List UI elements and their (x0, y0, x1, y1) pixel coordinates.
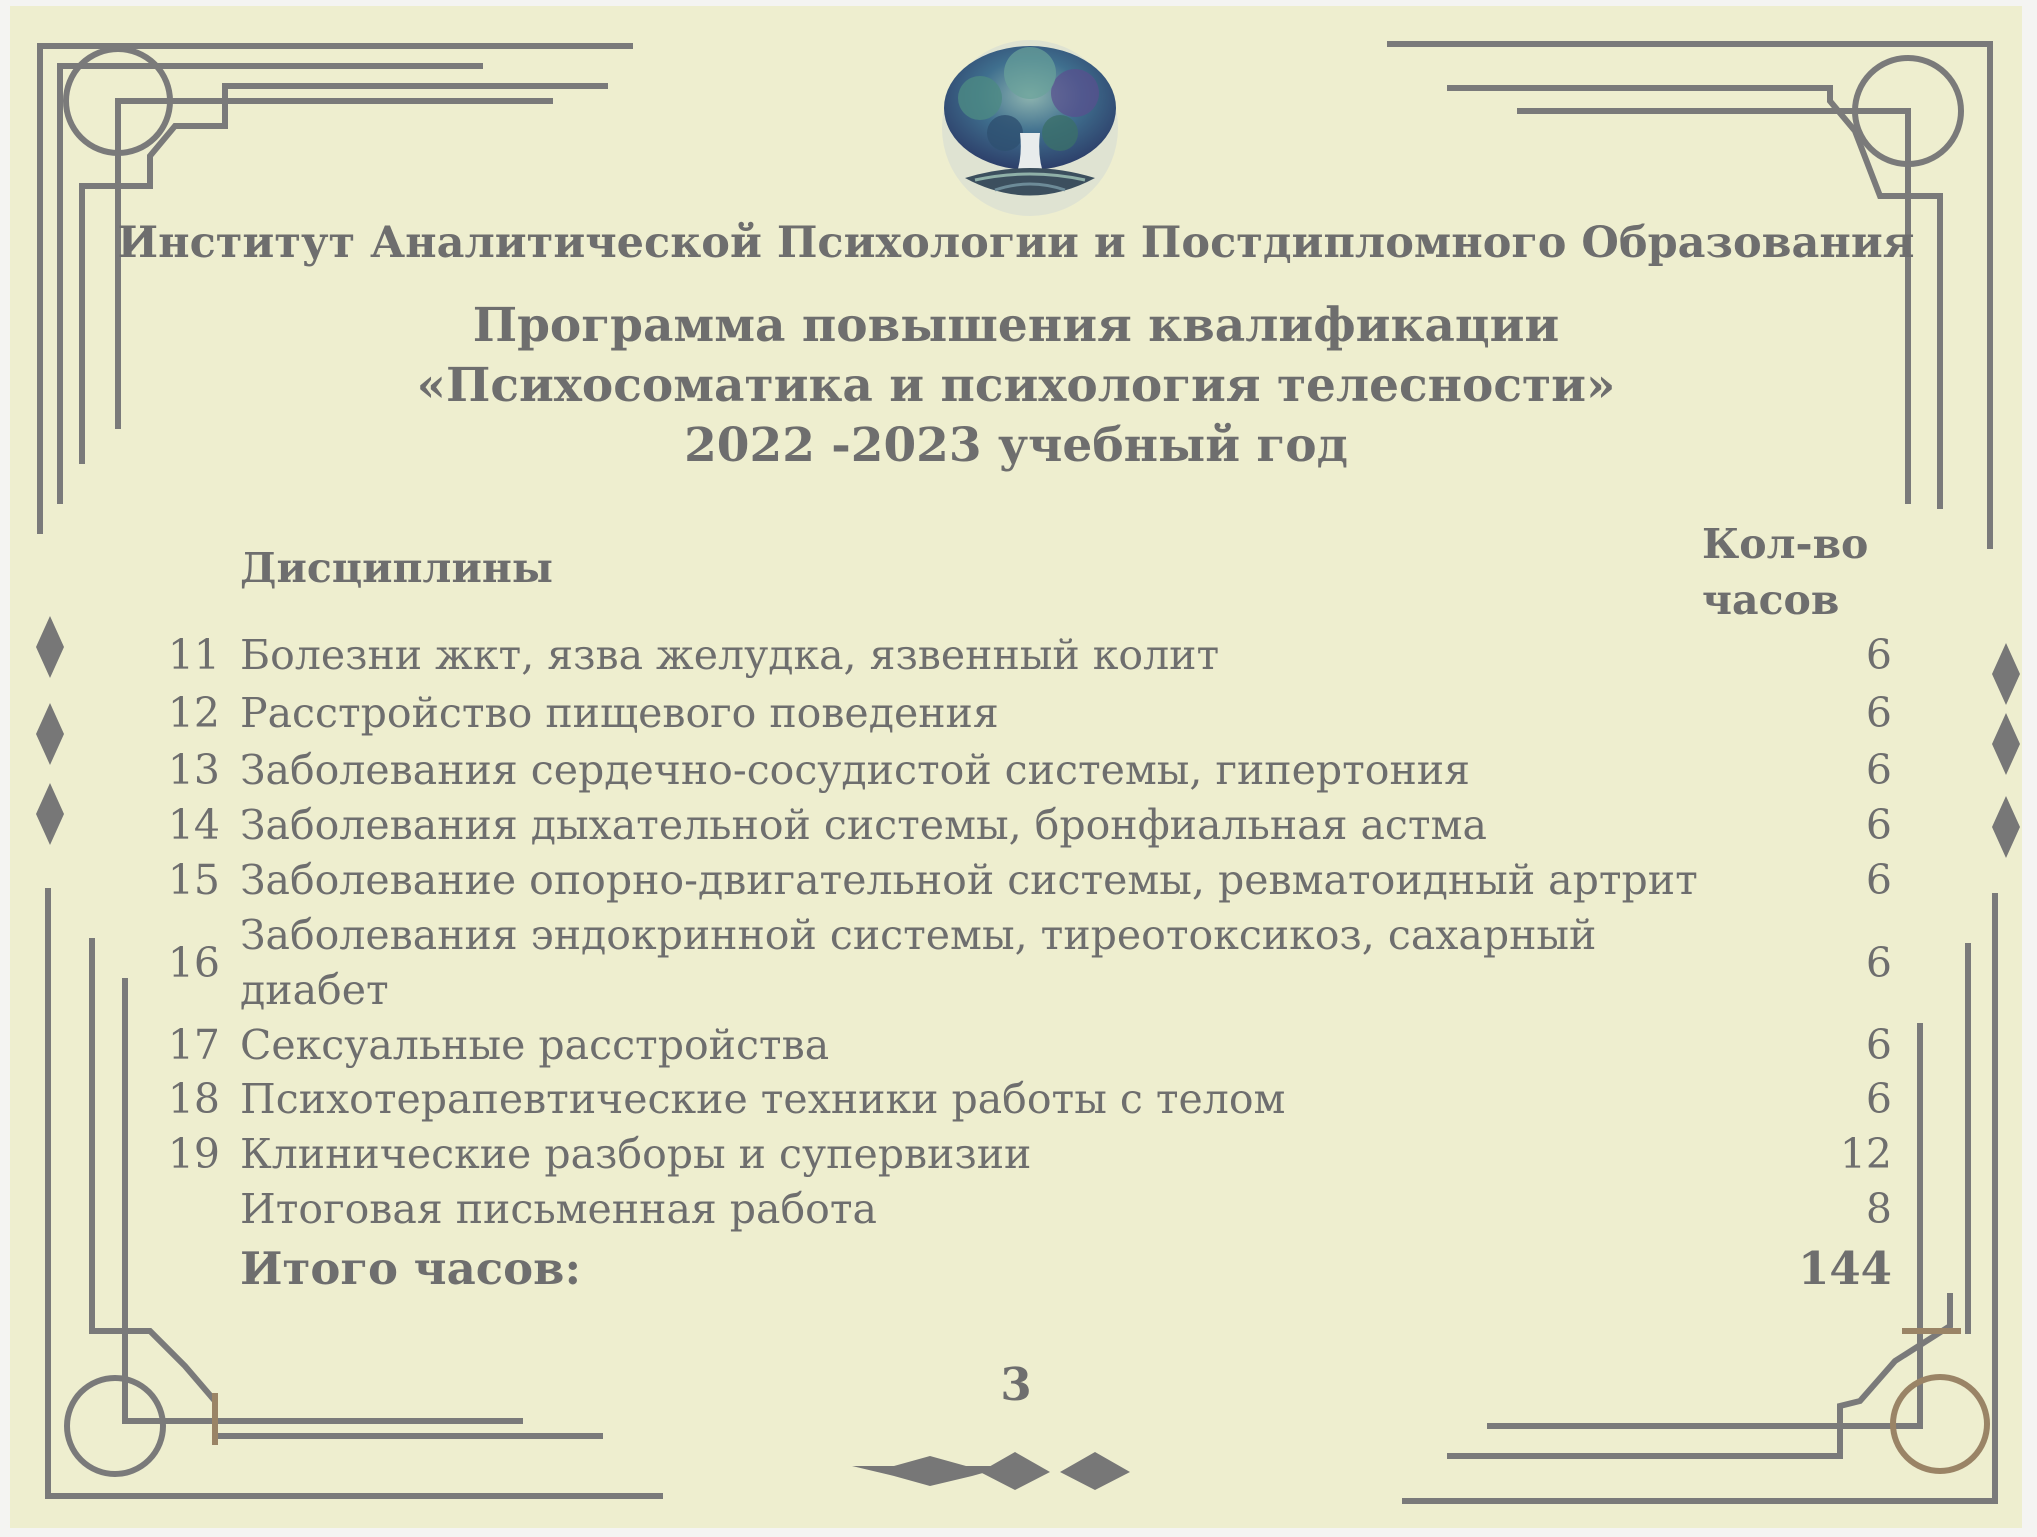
hours-value: 8 (1865, 1185, 1892, 1233)
hours-value: 6 (1865, 746, 1892, 794)
program-name: «Психосоматика и психология телесности» (416, 358, 1616, 413)
discipline-name: Психотерапевтические техники работы с телом (240, 1075, 1286, 1123)
diamond-icon (980, 1452, 1050, 1490)
academic-year: 2022 -2023 учебный год (684, 418, 1348, 473)
tree-of-life-logo-icon (935, 38, 1125, 218)
column-header-disciplines: Дисциплины (240, 544, 553, 592)
hours-value: 6 (1865, 801, 1892, 849)
page-number: 3 (1000, 1358, 1032, 1411)
row-number: 18 (167, 1075, 220, 1123)
diamond-icon (1992, 713, 2020, 775)
program-title: Программа повышения квалификации (472, 298, 1560, 353)
total-hours-value: 144 (1798, 1242, 1892, 1295)
row-number: 19 (167, 1130, 220, 1178)
diamond-icon (1992, 643, 2020, 705)
table-row (10, 908, 2022, 1018)
hours-value: 6 (1865, 689, 1892, 737)
hours-value: 6 (1865, 631, 1892, 679)
diamond-icon (1060, 1452, 1130, 1490)
discipline-name: Сексуальные расстройства (240, 1021, 830, 1069)
diamond-icon (1992, 796, 2020, 858)
row-number: 12 (167, 689, 220, 737)
row-number: 16 (167, 939, 220, 987)
row-number: 14 (167, 801, 220, 849)
diamond-icon (36, 783, 64, 845)
diamond-icon (36, 616, 64, 678)
discipline-name: Клинические разборы и супервизии (240, 1130, 1032, 1178)
discipline-name: Болезни жкт, язва желудка, язвенный колит (240, 631, 1220, 679)
discipline-name: Заболевания сердечно-сосудистой системы, гипертония (240, 746, 1470, 794)
discipline-name: Заболевания эндокринной системы, тиреотоксикоз, сахарный диабет (240, 911, 1597, 1014)
row-number: 15 (167, 856, 220, 904)
total-label: Итого часов: (240, 1242, 582, 1295)
hours-value: 6 (1865, 1075, 1892, 1123)
discipline-name: Заболевания дыхательной системы, бронфиальная астма (240, 801, 1487, 849)
column-header-hours: Кол-во часов (1702, 520, 1869, 624)
hours-value: 6 (1865, 856, 1892, 904)
discipline-name: Итоговая письменная работа (240, 1185, 877, 1233)
hours-value: 6 (1865, 1021, 1892, 1069)
certificate-page (10, 6, 2022, 1528)
institute-name: Институт Аналитической Психологии и Постдипломного Образования (117, 218, 1915, 268)
diamond-icon (36, 703, 64, 765)
row-number: 11 (167, 631, 220, 679)
discipline-name: Заболевание опорно-двигательной системы, ревматоидный артрит (240, 856, 1698, 904)
hours-value: 12 (1839, 1130, 1892, 1178)
hours-value: 6 (1865, 939, 1892, 987)
row-number: 17 (167, 1021, 220, 1069)
discipline-name: Расстройство пищевого поведения (240, 689, 999, 737)
row-number: 13 (167, 746, 220, 794)
